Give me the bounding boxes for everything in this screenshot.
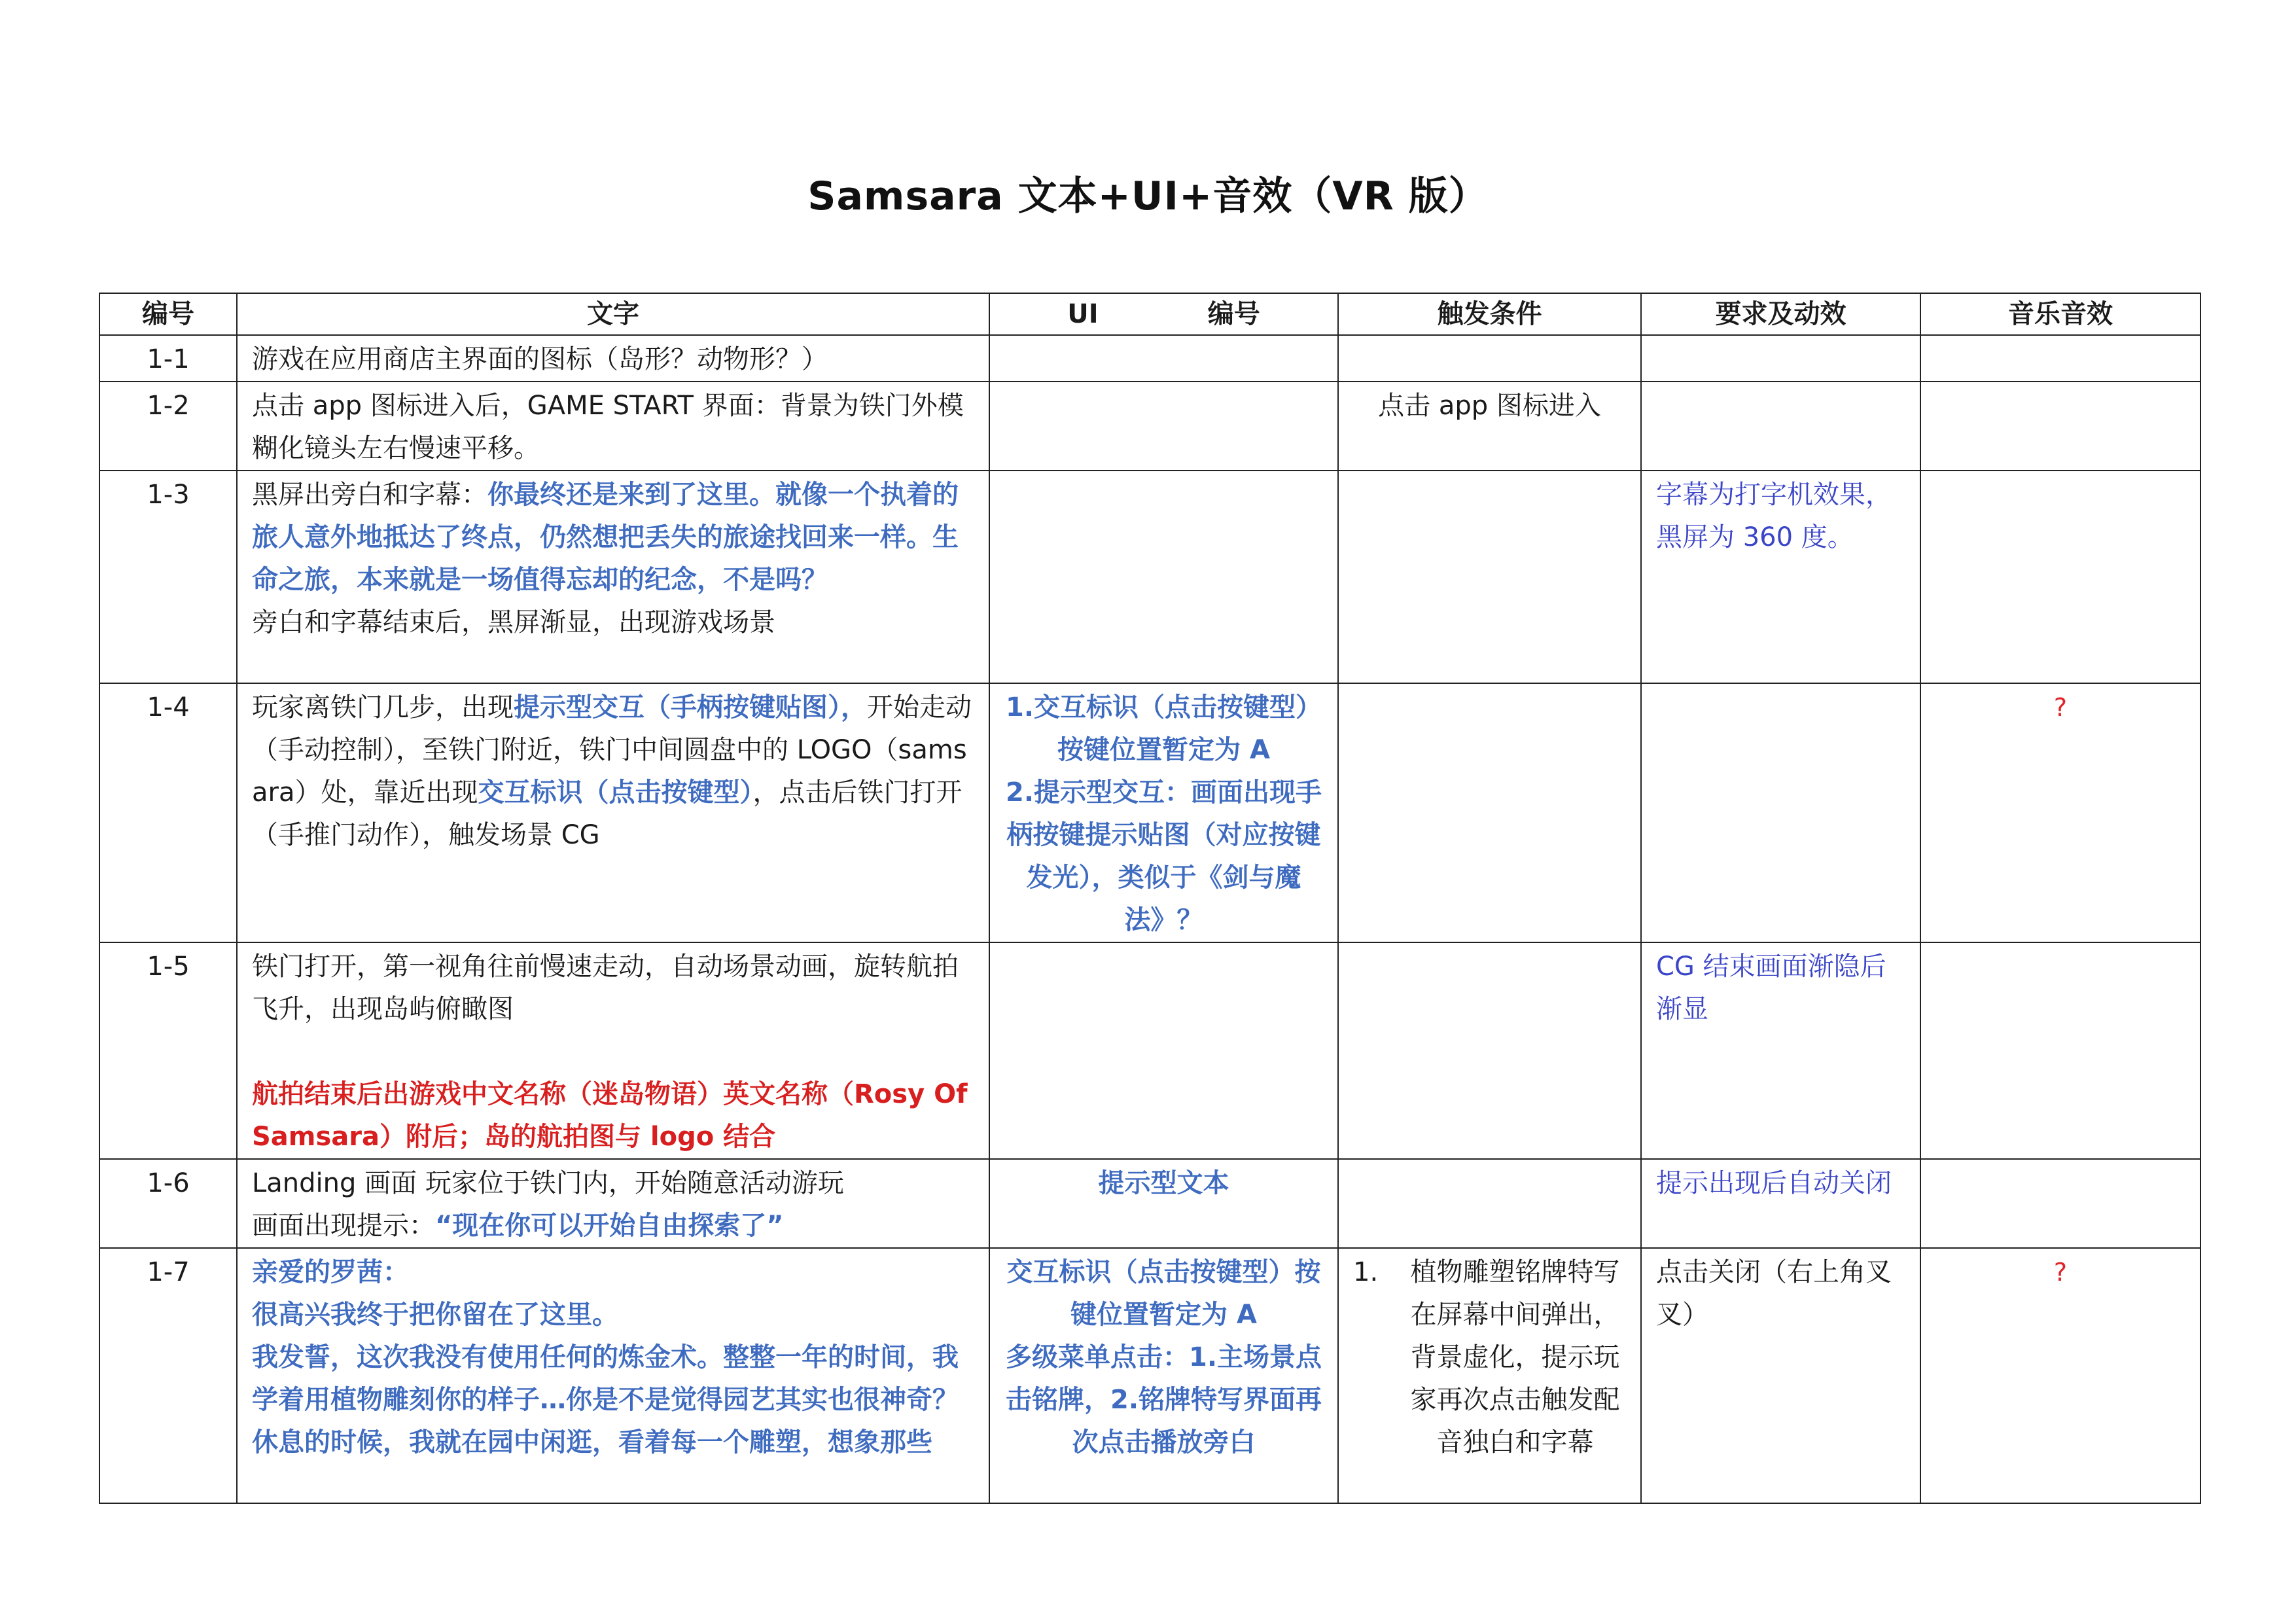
cell-requirement bbox=[1641, 942, 1920, 1159]
trigger-list bbox=[1353, 1251, 1626, 1464]
header-trigger: 触发条件 bbox=[1338, 293, 1641, 335]
text-run: Landing 画面 玩家位于铁门内，开始随意活动游玩 bbox=[252, 1168, 844, 1198]
text-run: 你最终还是来到了这里。就像一个执着的旅人意外地抵达了终点，仍然想把丢失的旅途找回来一样。生命之旅，本来就是一场值得忘却的纪念，不是吗？ bbox=[252, 480, 959, 595]
cell-text bbox=[237, 683, 989, 942]
cell-requirement bbox=[1641, 471, 1920, 683]
cell-trigger: 点击 app 图标进入 bbox=[1338, 382, 1641, 471]
cell-ui bbox=[989, 382, 1338, 471]
cell-requirement bbox=[1641, 382, 1920, 471]
table-row bbox=[99, 942, 2200, 1159]
cell-audio: ? bbox=[1920, 1248, 2200, 1503]
text-run: 游戏在应用商店主界面的图标（岛形？动物形？） bbox=[252, 344, 828, 374]
cell-number: 1-2 bbox=[99, 382, 237, 471]
cell-audio bbox=[1920, 471, 2200, 683]
text-run: 很高兴我终于把你留在了这里。 bbox=[252, 1300, 618, 1330]
text-run: 旁白和字幕结束后，黑屏渐显，出现游戏场景 bbox=[252, 607, 775, 637]
cell-number: 1-3 bbox=[99, 471, 237, 683]
header-ui: UI 编号 bbox=[989, 293, 1338, 335]
text-run: 字幕为打字机效果，黑屏为 360 度。 bbox=[1656, 480, 1892, 552]
cell-ui bbox=[989, 942, 1338, 1159]
text-run: 航拍结束后出游戏中文名称（迷岛物语）英文名称（Rosy Of Samsara）附后；岛的航拍图与 logo 结合 bbox=[252, 1079, 968, 1152]
text-run: 提示型交互（手柄按键贴图）， bbox=[514, 692, 867, 722]
text-run: 我发誓，这次我没有使用任何的炼金术。整整一年的时间，我学着用植物雕刻你的样子…你是不是觉得园艺其实也很神奇？ bbox=[252, 1342, 959, 1415]
cell-ui bbox=[989, 1159, 1338, 1248]
cell-audio bbox=[1920, 382, 2200, 471]
text-run: 提示型文本 bbox=[1098, 1168, 1229, 1198]
cell-audio bbox=[1920, 942, 2200, 1159]
text-run: 开始走动（手动控制），至铁门附近，铁门中间圆盘中的 LOGO（samsara）处，靠近出现 bbox=[252, 692, 972, 808]
cell-number: 1-7 bbox=[99, 1248, 237, 1503]
cell-trigger bbox=[1338, 683, 1641, 942]
cell-ui bbox=[989, 683, 1338, 942]
cell-audio bbox=[1920, 335, 2200, 382]
header-requirement: 要求及动效 bbox=[1641, 293, 1920, 335]
cell-ui bbox=[989, 471, 1338, 683]
cell-trigger bbox=[1338, 1159, 1641, 1248]
text-run: 黑屏出旁白和字幕： bbox=[252, 480, 487, 510]
text-run: 点击 app 图标进入后，GAME START 界面：背景为铁门外模糊化镜头左右慢速平移。 bbox=[252, 391, 964, 463]
cell-text bbox=[237, 335, 989, 382]
trigger-list-item bbox=[1353, 1251, 1626, 1464]
header-number: 编号 bbox=[99, 293, 237, 335]
cell-number: 1-5 bbox=[99, 942, 237, 1159]
text-run: 交互标识（点击按键型） bbox=[478, 777, 753, 808]
cell-text bbox=[237, 942, 989, 1159]
table-header-row bbox=[99, 293, 2200, 335]
cell-number: 1-1 bbox=[99, 335, 237, 382]
cell-trigger bbox=[1338, 1248, 1641, 1503]
cell-text bbox=[237, 1248, 989, 1503]
cell-requirement bbox=[1641, 335, 1920, 382]
cell-number: 1-6 bbox=[99, 1159, 237, 1248]
cell-number: 1-4 bbox=[99, 683, 237, 942]
header-audio: 音乐音效 bbox=[1920, 293, 2200, 335]
text-run: CG 结束画面渐隐后渐显 bbox=[1656, 952, 1886, 1024]
text-run: 提示出现后自动关闭 bbox=[1656, 1168, 1892, 1198]
cell-ui bbox=[989, 1248, 1338, 1503]
script-table bbox=[99, 293, 2201, 1504]
cell-requirement bbox=[1641, 1248, 1920, 1503]
table-row bbox=[99, 382, 2200, 471]
table-row bbox=[99, 335, 2200, 382]
cell-audio: ? bbox=[1920, 683, 2200, 942]
cell-trigger bbox=[1338, 335, 1641, 382]
cell-audio bbox=[1920, 1159, 2200, 1248]
text-run: “现在你可以开始自由探索了” bbox=[435, 1211, 784, 1241]
cell-text bbox=[237, 1159, 989, 1248]
table-row bbox=[99, 1159, 2200, 1248]
document-title: Samsara 文本+UI+音效（VR 版） bbox=[807, 173, 1489, 219]
table-body bbox=[99, 335, 2200, 1503]
table-row bbox=[99, 1248, 2200, 1503]
cell-text bbox=[237, 471, 989, 683]
cell-ui bbox=[989, 335, 1338, 382]
cell-trigger bbox=[1338, 471, 1641, 683]
text-run: 多级菜单点击：1.主场景点击铭牌，2.铭牌特写界面再次点击播放旁白 bbox=[1005, 1342, 1322, 1457]
list-item-text: 植物雕塑铭牌特写在屏幕中间弹出，背景虚化，提示玩家再次点击触发配音独白和字幕 bbox=[1410, 1257, 1620, 1457]
text-run: 休息的时候，我就在园中闲逛，看着每一个雕塑，想象那些 bbox=[252, 1427, 932, 1457]
text-run: ，点击后铁门打开（手推门动作），触发场景 CG bbox=[252, 777, 963, 850]
text-run: 2.提示型交互：画面出现手柄按键提示贴图（对应按键发光），类似于《剑与魔法》？ bbox=[1005, 777, 1322, 935]
text-run: 亲爱的罗茜： bbox=[252, 1257, 409, 1287]
cell-text bbox=[237, 382, 989, 471]
table-row bbox=[99, 683, 2200, 942]
text-run: 玩家离铁门几步，出现 bbox=[252, 692, 514, 722]
text-run: 1.交互标识（点击按键型）按键位置暂定为 A bbox=[1005, 692, 1322, 765]
list-marker: 1. bbox=[1353, 1257, 1379, 1287]
blank-line bbox=[252, 1031, 974, 1073]
text-run: 画面出现提示： bbox=[252, 1211, 435, 1241]
header-text: 文字 bbox=[237, 293, 989, 335]
text-run: 铁门打开，第一视角往前慢速走动，自动场景动画，旋转航拍飞升，出现岛屿俯瞰图 bbox=[252, 952, 959, 1024]
cell-requirement bbox=[1641, 683, 1920, 942]
text-run: 交互标识（点击按键型）按键位置暂定为 A bbox=[1006, 1257, 1321, 1330]
table-row bbox=[99, 471, 2200, 683]
cell-trigger bbox=[1338, 942, 1641, 1159]
cell-requirement bbox=[1641, 1159, 1920, 1248]
text-run: 点击关闭（右上角叉叉） bbox=[1656, 1257, 1892, 1330]
